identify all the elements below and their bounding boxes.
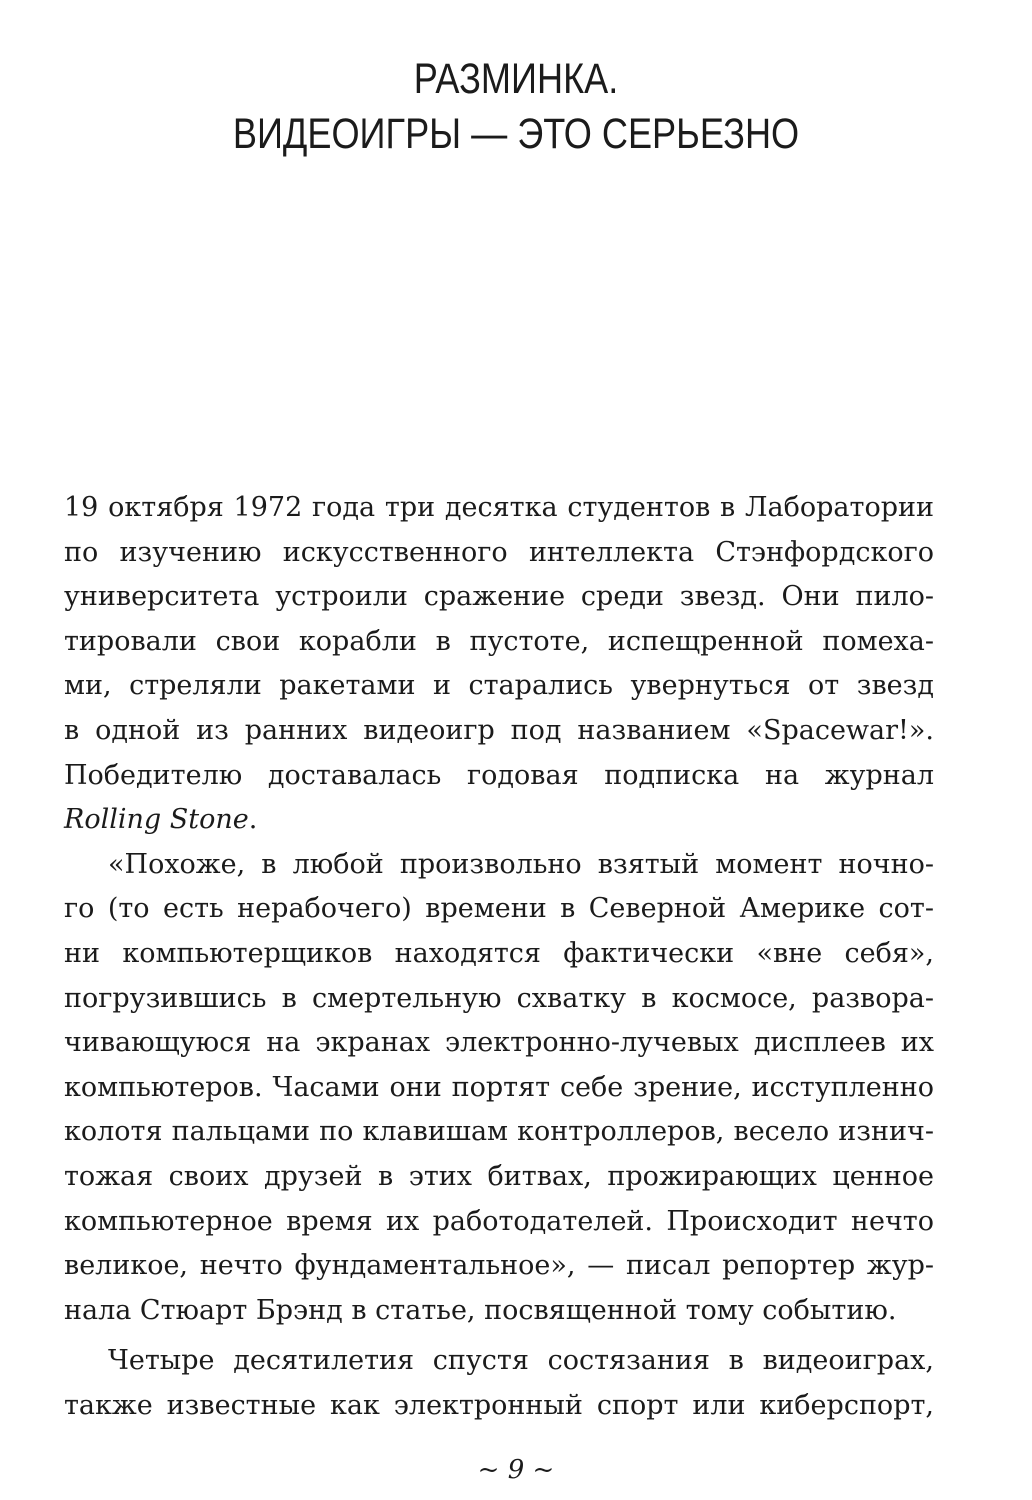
sentence-end: . (248, 804, 258, 836)
text-line: чивающуюся на экранах электронно-лучевых дисплеев их (64, 1027, 934, 1059)
text-line: 19 октября 1972 года три десятка студентов в Лаборатории (64, 492, 934, 523)
text-line: компьютерное время их работодателей. Происходит нечто (64, 1205, 934, 1237)
magazine-title: Rolling Stone (64, 804, 249, 836)
text-line (64, 798, 934, 843)
text-line: университета устроили сражение среди звезд. Они пило- (64, 581, 934, 613)
text-line: Четыре десятилетия спустя состязания в видеоиграх, (108, 1345, 934, 1377)
text-line: компьютеров. Часами они портят себе зрение, исступленно (64, 1071, 934, 1103)
page-number: ~ 9 ~ (477, 1455, 555, 1485)
text-line: великое, нечто фундаментальное», — писал репортер жур- (64, 1250, 934, 1282)
text-line: го (то есть нерабочего) времени в Северной Америке сот- (64, 893, 934, 925)
text-line: нала Стюарт Брэнд в статье, посвященной тому событию. (64, 1294, 897, 1326)
text-line: по изучению искусственного интеллекта Стэнфордского (64, 536, 934, 568)
text-line: также известные как электронный спорт или киберспорт, (64, 1389, 934, 1421)
chapter-title-line-2: ВИДЕОИГРЫ — ЭТО СЕРЬЕЗНО (232, 110, 800, 158)
chapter-title (133, 52, 899, 162)
paragraph-1 (64, 486, 934, 843)
text-line: тожая своих друзей в этих битвах, прожирающих ценное (64, 1160, 934, 1192)
text-line: в одной из ранних видеоигр под названием «Spacewar!». (64, 714, 934, 746)
text-line: «Похоже, в любой произвольно взятый момент ночно- (108, 848, 934, 880)
body-text (64, 486, 934, 1428)
text-line: ни компьютерщиков находятся фактически «вне себя», (64, 937, 934, 969)
text-line: Победителю доставалась годовая подписка на журнал (64, 759, 934, 791)
text-line: погрузившись в смертельную схватку в космосе, развора- (64, 982, 934, 1014)
text-line: колотя пальцами по клавишам контроллеров, весело изнич- (64, 1116, 934, 1148)
paragraph-3 (64, 1339, 934, 1428)
paragraph-2 (64, 843, 934, 1334)
text-line: тировали свои корабли в пустоте, испещренной помеха- (64, 625, 934, 657)
text-line: ми, стреляли ракетами и старались увернуться от звезд (64, 670, 934, 702)
chapter-title-line-1: РАЗМИНКА. (413, 55, 619, 103)
